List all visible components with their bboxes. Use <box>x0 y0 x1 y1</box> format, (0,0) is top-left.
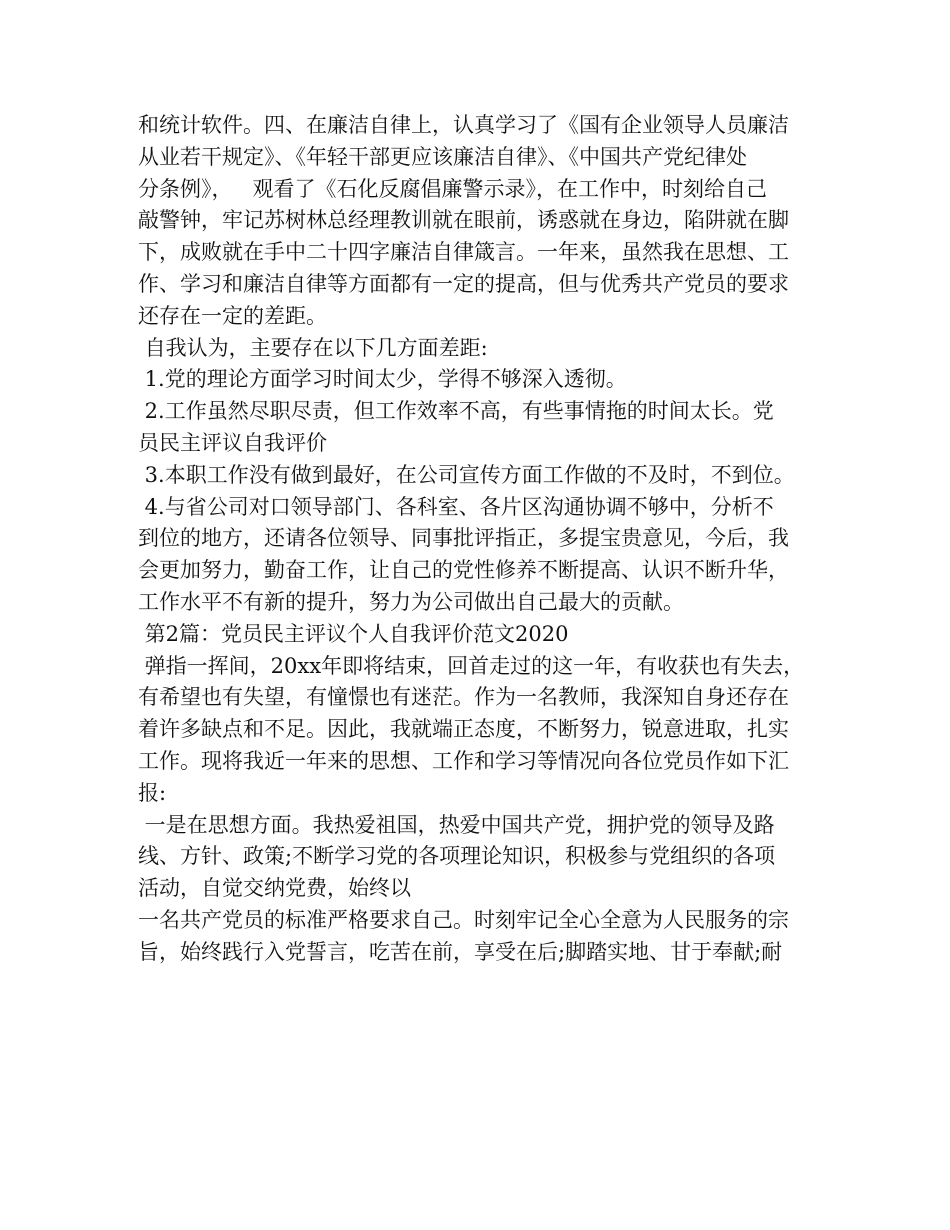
text-line: 还存在一定的差距。 <box>138 303 327 328</box>
text-line: 线、方针、政策;不断学习党的各项理论知识，积极参与党组织的各项 <box>138 844 776 869</box>
text-line: 4.与省公司对口领导部门、各科室、各片区沟通协调不够中，分析不 <box>138 494 774 519</box>
document-body <box>138 110 828 969</box>
text-line: 弹指一挥间，20xx年即将结束，回首走过的这一年，有收获也有失去， <box>138 653 805 678</box>
text-line: 自我认为，主要存在以下几方面差距: <box>138 335 488 360</box>
text-line: 一是在思想方面。我热爱祖国，热爱中国共产党，拥护党的领导及路 <box>138 812 775 837</box>
text-line: 1.党的理论方面学习时间太少，学得不够深入透彻。 <box>138 367 627 392</box>
text-line: 到位的地方，还请各位领导、同事批评指正，多提宝贵意见，今后，我 <box>138 526 789 551</box>
text-line: 作、学习和廉洁自律等方面都有一定的提高，但与优秀共产党员的要求 <box>138 271 789 296</box>
text-line: 工作水平不有新的提升，努力为公司做出自己最大的贡献。 <box>138 589 684 614</box>
text-line: 分条例》， 观看了《石化反腐倡廉警示录》，在工作中，时刻给自己 <box>138 176 768 201</box>
text-line: 活动，自觉交纳党费，始终以 <box>138 876 411 901</box>
text-line: 有希望也有失望，有憧憬也有迷茫。作为一名教师，我深知自身还存在 <box>138 685 789 710</box>
text-line: 旨，始终践行入党誓言，吃苦在前，享受在后;脚踏实地、甘于奉献;耐 <box>138 939 783 964</box>
text-line: 一名共产党员的标准严格要求自己。时刻牢记全心全意为人民服务的宗 <box>138 907 789 932</box>
text-line: 敲警钟，牢记苏树林总经理教训就在眼前，诱惑就在身边，陷阱就在脚 <box>138 208 789 233</box>
text-line: 从业若干规定》、《年轻干部更应该廉洁自律》、《中国共产党纪律处 <box>138 144 747 169</box>
text-line: 下，成败就在手中二十四字廉洁自律箴言。一年来，虽然我在思想、工 <box>138 240 789 265</box>
text-line: 2.工作虽然尽职尽责，但工作效率不高，有些事情拖的时间太长。党 <box>138 399 774 424</box>
text-line: 报: <box>138 780 167 805</box>
text-line: 着许多缺点和不足。因此，我就端正态度，不断努力，锐意进取，扎实 <box>138 717 789 742</box>
text-line: 会更加努力，勤奋工作，让自己的党性修养不断提高、认识不断升华， <box>138 558 789 583</box>
text-line: 工作。现将我近一年来的思想、工作和学习等情况向各位党员作如下汇 <box>138 748 789 773</box>
text-line: 和统计软件。四、在廉洁自律上，认真学习了《国有企业领导人员廉洁 <box>138 113 789 137</box>
text-line: 3.本职工作没有做到最好，在公司宣传方面工作做的不及时，不到位。 <box>138 462 795 487</box>
text-line: 第2篇：党员民主评议个人自我评价范文2020 <box>138 621 569 646</box>
text-line: 员民主评议自我评价 <box>138 430 327 455</box>
